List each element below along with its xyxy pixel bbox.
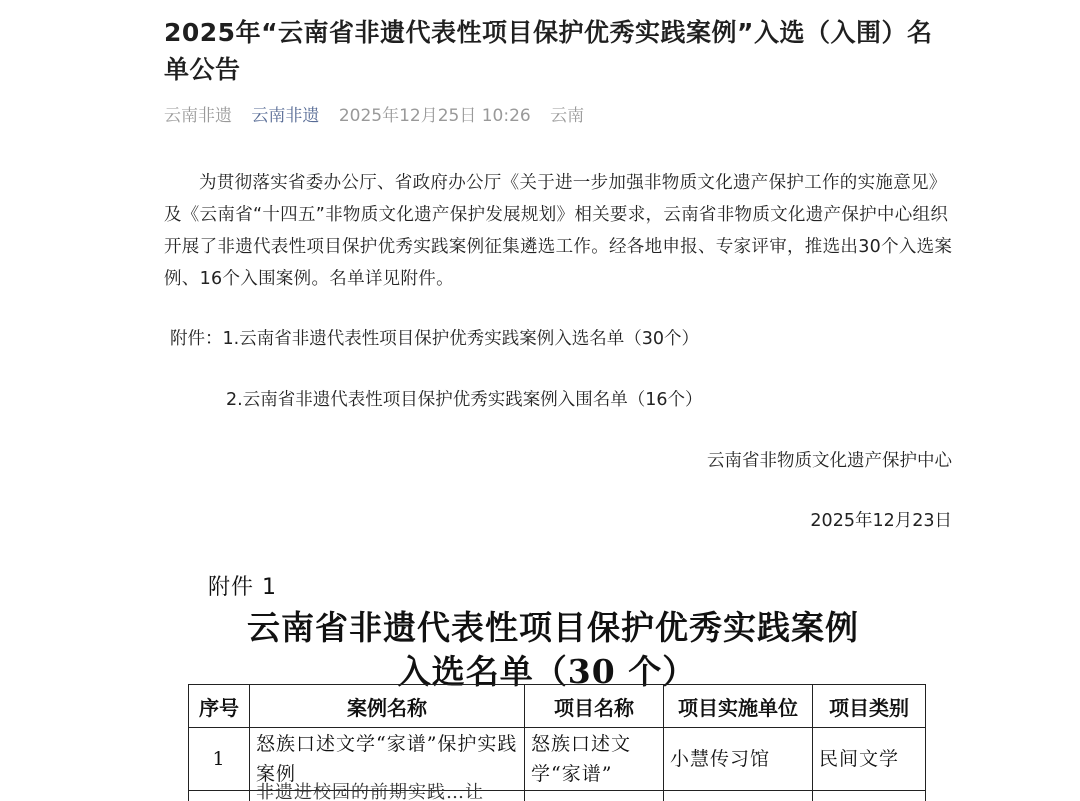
attachment-document-image[interactable] (164, 560, 954, 801)
account-link[interactable]: 云南非遗 (251, 106, 320, 126)
row-number: 1 (189, 728, 250, 791)
row-project-name: 怒族口述文学“家谱” (525, 728, 664, 791)
signature-date: 2025年12月23日 (810, 511, 952, 531)
column-header-category: 项目类别 (813, 685, 926, 728)
article-meta (164, 104, 598, 128)
row-category: 民间文学 (813, 728, 926, 791)
column-header-case-name: 案例名称 (250, 685, 525, 728)
article-body-paragraph: 为贯彻落实省委办公厅、省政府办公厅《关于进一步加强非物质文化遗产保护工作的实施意见》及《云南省“十四五”非物质文化遗产保护发展规划》相关要求，云南省非物质文化遗产保护中心组织开展了非遗代表性项目保护优秀实践案例征集遴选工作。经各地申报、专家评审，推选出30个入选案例、16个入围案例。名单详见附件。 (164, 173, 953, 289)
publish-location: 云南 (550, 106, 585, 126)
column-header-number: 序号 (189, 685, 250, 728)
table-header-row (189, 685, 926, 728)
partial-cell (664, 791, 813, 801)
partial-cell (189, 791, 250, 801)
row-unit: 小慧传习馆 (664, 728, 813, 791)
partial-row-text (250, 782, 525, 801)
publish-datetime: 2025年12月25日 10:26 (338, 106, 531, 126)
document-heading-line2: 入选名单（30 个） (397, 652, 697, 691)
partial-cell (525, 791, 664, 801)
table-row-partial (189, 791, 926, 801)
column-header-unit: 项目实施单位 (664, 685, 813, 728)
attachment-item-2: 2.云南省非遗代表性项目保护优秀实践案例入围名单（16个） (226, 390, 703, 410)
attachment-item-1: 附件：1.云南省非遗代表性项目保护优秀实践案例入选名单（30个） (170, 329, 699, 349)
column-header-project-name: 项目名称 (525, 685, 664, 728)
document-attachment-label: 附件 1 (208, 575, 277, 600)
author-name: 云南非遗 (164, 106, 232, 126)
row-case-name: 怒族口述文学“家谱”保护实践案例 (250, 728, 525, 791)
article-title: 2025年“云南省非遗代表性项目保护优秀实践案例”入选（入围）名单公告 (164, 18, 933, 84)
document-heading-line1: 云南省非遗代表性项目保护优秀实践案例 (247, 608, 859, 647)
partial-cell (813, 791, 926, 801)
signature-organization: 云南省非物质文化遗产保护中心 (707, 451, 952, 471)
partial-row-text-content: 非遗进校园的前期实践…让 (256, 782, 484, 801)
selection-list-table (188, 684, 926, 801)
